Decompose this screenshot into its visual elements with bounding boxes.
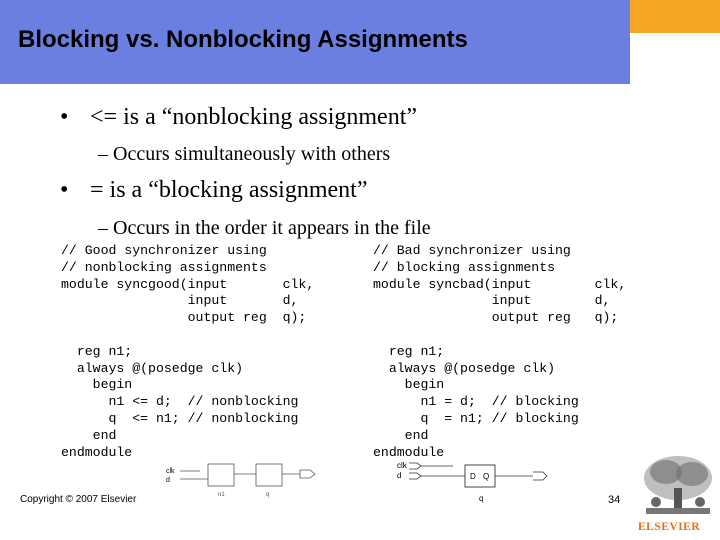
- diagram-label-n1: n1: [218, 492, 225, 498]
- diagram-label-q: q: [479, 494, 484, 503]
- good-synchronizer-diagram: [160, 458, 330, 500]
- publisher-wordmark: ELSEVIER: [638, 521, 701, 533]
- bullet-1: [60, 104, 417, 131]
- tree-icon: [636, 450, 720, 520]
- diagram-label-d: d: [397, 471, 402, 480]
- clk-port: [409, 463, 421, 469]
- bullet-2-sub: – Occurs in the order it appears in the file: [98, 217, 431, 239]
- flip-flop-2: [256, 464, 282, 486]
- diagram-label-clk: clk: [166, 468, 175, 475]
- slide-title: Blocking vs. Nonblocking Assignments: [18, 26, 468, 53]
- bullet-dot: •: [60, 177, 69, 203]
- flip-flop-d-label: D: [470, 472, 476, 481]
- code-bad-synchronizer: // Bad synchronizer using // blocking assignments module syncbad(input clk, input d, output reg q); reg n1; always @(posedge clk) begin n1 = d; // blocking q = n1; // blocking end endmodule: [373, 243, 627, 460]
- q-port: [533, 472, 547, 480]
- bullet-1-sub: – Occurs simultaneously with others: [98, 143, 391, 165]
- bullet-2: [60, 177, 367, 204]
- page-number: 34: [608, 494, 621, 506]
- bad-synchronizer-diagram: [395, 455, 575, 505]
- bullet-2-text: = is a “blocking assignment”: [90, 177, 368, 203]
- code-good-synchronizer: // Good synchronizer using // nonblocking assignments module syncgood(input clk, input d, output reg q); reg n1; always @(posedge clk) begin n1 <= d; // nonblocking q <= n1; // nonblocking end endmodule: [61, 243, 315, 460]
- bullet-1-text: <= is a “nonblocking assignment”: [90, 104, 418, 130]
- diagram-label-q: q: [266, 492, 270, 498]
- diagram-label-clk: clk: [397, 461, 407, 470]
- output-port: [300, 470, 315, 478]
- flip-flop-q-label: Q: [483, 472, 490, 481]
- flip-flop-1: [208, 464, 234, 486]
- d-port: [409, 473, 421, 479]
- bullet-dot: •: [60, 104, 69, 130]
- copyright-notice: Copyright © 2007 Elsevier: [20, 494, 137, 505]
- elsevier-logo: [636, 450, 720, 540]
- diagram-label-d: d: [166, 477, 170, 484]
